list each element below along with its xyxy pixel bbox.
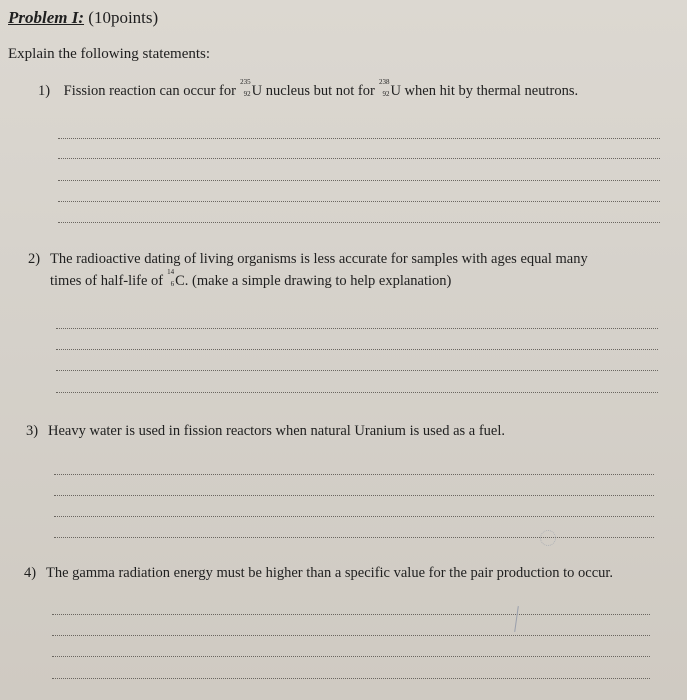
answer-line[interactable] bbox=[58, 138, 660, 139]
isotope-atomic-number: 92 bbox=[243, 90, 251, 98]
answer-line[interactable] bbox=[56, 392, 658, 393]
answer-line[interactable] bbox=[52, 678, 650, 679]
isotope-mass-number: 238 bbox=[378, 78, 390, 86]
question-text: C. (make a simple drawing to help explanation) bbox=[175, 273, 452, 289]
answer-line[interactable] bbox=[58, 222, 660, 223]
answer-line[interactable] bbox=[54, 516, 654, 517]
isotope-mass-number: 235 bbox=[240, 78, 251, 86]
answer-line[interactable] bbox=[56, 349, 658, 350]
question-number: 3) bbox=[26, 423, 39, 439]
answer-line[interactable] bbox=[58, 180, 660, 181]
answer-line[interactable] bbox=[54, 474, 654, 475]
isotope-c14 bbox=[163, 268, 175, 288]
question-2 bbox=[28, 248, 588, 292]
question-text: times of half-life of bbox=[50, 273, 164, 289]
question-text: U when hit by thermal neutrons. bbox=[390, 83, 579, 99]
question-text: U nucleus but not for bbox=[251, 83, 375, 99]
question-3 bbox=[26, 420, 505, 442]
isotope-u238 bbox=[378, 78, 390, 98]
isotope-u235 bbox=[240, 78, 252, 98]
question-text: The gamma radiation energy must be higher than a specific value for the pair production to occur. bbox=[46, 565, 614, 581]
isotope-atomic-number: 6 bbox=[170, 280, 175, 288]
answer-line[interactable] bbox=[52, 614, 650, 615]
question-4 bbox=[24, 562, 613, 584]
answer-line[interactable] bbox=[56, 370, 658, 371]
pen-smudge bbox=[540, 530, 556, 546]
answer-line[interactable] bbox=[58, 158, 660, 159]
problem-title: Problem I: bbox=[8, 8, 85, 27]
question-1 bbox=[38, 80, 578, 102]
isotope-atomic-number: 92 bbox=[382, 90, 390, 98]
problem-points: (10points) bbox=[88, 8, 159, 27]
question-text: Fission reaction can occur for bbox=[63, 83, 236, 99]
question-text: The radioactive dating of living organisms is less accurate for samples with ages equal many bbox=[50, 251, 588, 267]
problem-header bbox=[8, 8, 158, 28]
question-text: Heavy water is used in fission reactors when natural Uranium is used as a fuel. bbox=[48, 423, 506, 439]
question-number: 4) bbox=[24, 565, 37, 581]
question-number: 2) bbox=[28, 251, 41, 267]
isotope-mass-number: 14 bbox=[167, 268, 175, 276]
answer-line[interactable] bbox=[52, 656, 650, 657]
pen-mark bbox=[514, 606, 519, 632]
answer-line[interactable] bbox=[58, 201, 660, 202]
instructions: Explain the following statements: bbox=[8, 46, 211, 62]
answer-line[interactable] bbox=[54, 495, 654, 496]
answer-line[interactable] bbox=[52, 635, 650, 636]
question-number: 1) bbox=[38, 83, 51, 99]
answer-line[interactable] bbox=[54, 537, 654, 538]
answer-line[interactable] bbox=[56, 328, 658, 329]
